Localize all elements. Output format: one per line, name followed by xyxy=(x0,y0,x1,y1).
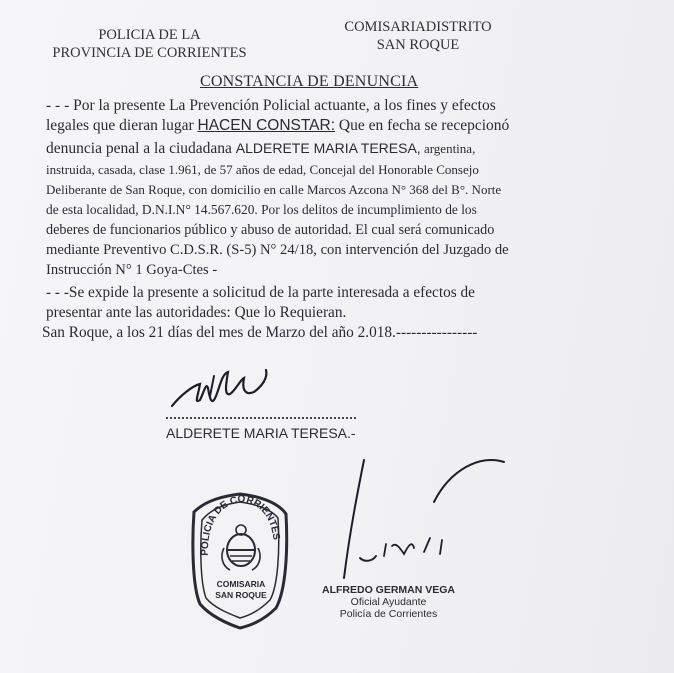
document-title: CONSTANCIA DE DENUNCIA xyxy=(200,73,419,90)
officer-name: ALFREDO GERMAN VEGA xyxy=(322,584,456,596)
header-right xyxy=(333,18,503,54)
signatory-name: ALDERETE MARIA TERESA.- xyxy=(166,425,356,441)
officer-block xyxy=(322,584,455,620)
body-line-6: de esta localidad, D.N.I.N° 14.567.620. Por los delitos de incumplimiento de los xyxy=(46,202,477,217)
signature-line xyxy=(166,417,356,419)
body-line-10: - - -Se expide la presente a solicitud de la parte interesada a efectos de xyxy=(46,284,475,301)
body-line-12: San Roque, a los 21 días del mes de Marzo del año 2.018.---------------- xyxy=(42,324,478,341)
body-line-3 xyxy=(46,138,551,159)
header-right-line1: COMISARIADISTRITO xyxy=(344,19,492,35)
body-line-5: Deliberante de San Roque, con domicilio en calle Marcos Azcona N° 368 del B°. Norte xyxy=(46,182,502,197)
body-line-9: Instrucción N° 1 Goya-Ctes - xyxy=(46,262,218,278)
header-right-line2: SAN ROQUE xyxy=(376,37,460,53)
police-stamp xyxy=(190,490,290,630)
officer-rank: Oficial Ayudante xyxy=(350,596,427,608)
header-left xyxy=(42,26,257,62)
body-line-2-c: Que en fecha se recepcionó xyxy=(335,117,510,134)
stamp-arc-text: POLICIA DE CORRIENTES xyxy=(199,493,282,556)
body-line-3-c: argentina, xyxy=(420,141,476,156)
body-line-8: mediante Preventivo C.D.S.R. (S-5) N° 24/18, con intervención del Juzgado de xyxy=(46,242,509,258)
hacen-constar: HACEN CONSTAR: xyxy=(197,117,336,134)
stamp-line-1: COMISARIA xyxy=(216,579,266,589)
header-left-line2: PROVINCIA DE CORRIENTES xyxy=(52,45,247,61)
body-line-11: presentar ante las autoridades: Que lo Requieran. xyxy=(46,304,347,321)
body-line-3-a: denuncia penal a la ciudadana xyxy=(46,140,236,157)
stamp-line-2: SAN ROQUE xyxy=(215,590,267,600)
body-line-7: deberes de funcionarios público y abuso de autoridad. El cual será comunicado xyxy=(46,222,495,238)
complainant-signature xyxy=(170,366,280,416)
body-line-1: - - - Por la presente La Prevención Policial actuante, a los fines y efectos xyxy=(46,97,496,114)
officer-org: Policía de Corrientes xyxy=(339,608,438,620)
header-left-line1: POLICIA DE LA xyxy=(98,27,201,43)
body-line-2 xyxy=(46,116,551,136)
body-line-4: instruida, casada, clase 1.961, de 57 años de edad, Concejal del Honorable Consejo xyxy=(46,162,479,177)
body-line-2-a: legales que dieran lugar xyxy=(46,117,198,134)
officer-signature xyxy=(320,450,520,590)
complainant-name: ALDERETE MARIA TERESA, xyxy=(235,140,421,156)
